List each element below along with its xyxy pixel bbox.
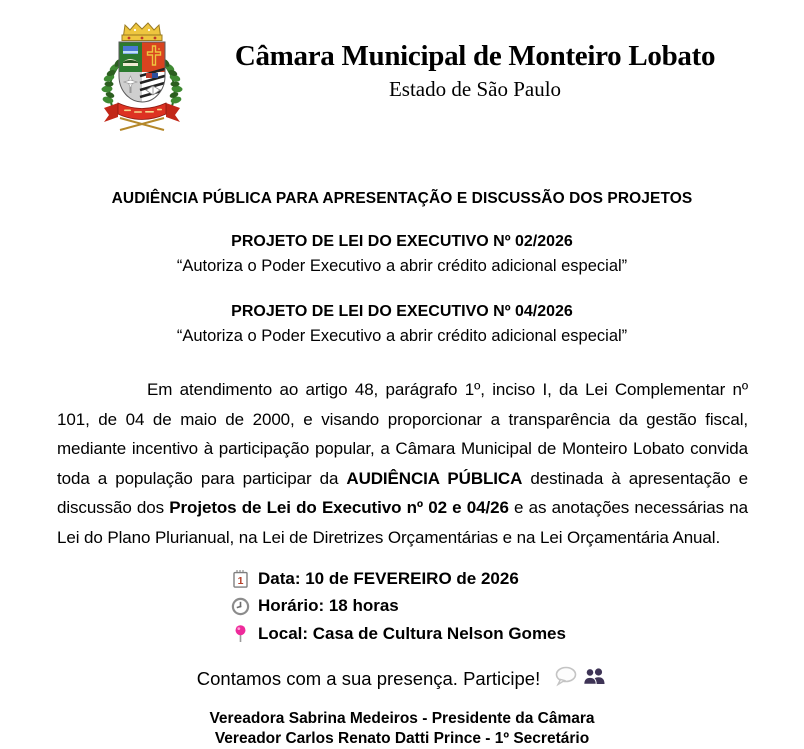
detail-time-text: Horário: 18 horas	[258, 596, 399, 616]
project-02-block	[0, 233, 804, 276]
coat-of-arms	[92, 18, 192, 138]
project-02-title: PROJETO DE LEI DO EXECUTIVO Nº 02/2026	[231, 233, 573, 250]
paragraph-seg5: e as anotações necessárias na Lei do Plano Plurianual, na Lei de Diretrizes Orçamentárias e na Lei Orçamentária Anual.	[57, 498, 748, 547]
page-title: Câmara Municipal de Monteiro Lobato	[234, 40, 716, 72]
page-subtitle: Estado de São Paulo	[388, 77, 562, 101]
calendar-icon	[230, 569, 250, 589]
signature-block	[0, 709, 804, 749]
detail-row-date	[230, 565, 804, 593]
detail-row-location	[230, 620, 804, 648]
speech-bubble-icon	[554, 666, 578, 692]
coat-of-arms-icon	[92, 18, 192, 138]
audiencia-heading: AUDIÊNCIA PÚBLICA PARA APRESENTAÇÃO E DISCUSSÃO DOS PROJETOS	[111, 190, 693, 207]
svg-text:1: 1	[237, 574, 243, 587]
detail-row-time	[230, 593, 804, 621]
paragraph-seg1: Em atendimento ao artigo 48, parágrafo 1º, inciso I, da Lei Complementar nº 101, de 04 de maio de 2000, e visando proporcionar a transparência da gestão fiscal, mediante incentivo à participação popular, a Câmara Municipal de Monteiro Lobato convida toda a população para participar da	[57, 380, 748, 488]
motto-ribbon	[104, 103, 180, 122]
detail-location-text: Local: Casa de Cultura Nelson Gomes	[258, 623, 566, 643]
project-02-subtitle: “Autoriza o Poder Executivo a abrir crédito adicional especial”	[176, 257, 628, 275]
paragraph-projetos-bold: Projetos de Lei do Executivo nº 02 e 04/26	[169, 498, 509, 517]
detail-date-text: Data: 10 de FEVEREIRO de 2026	[258, 568, 519, 588]
cta-line	[0, 666, 804, 692]
clock-icon	[230, 596, 250, 616]
cta-text: Contamos com a sua presença. Participe!	[196, 667, 541, 689]
header	[0, 0, 804, 138]
project-04-block	[0, 303, 804, 346]
signature-president: Vereadora Sabrina Medeiros - Presidente da Câmara	[209, 709, 595, 727]
pin-icon	[230, 624, 250, 644]
mural-crown	[122, 23, 162, 41]
paragraph-audiencia-bold: AUDIÊNCIA PÚBLICA	[346, 468, 523, 488]
event-details	[230, 565, 804, 648]
paragraph-seg3: destinada à apresentação e discussão dos	[57, 468, 749, 517]
project-04-subtitle: “Autoriza o Poder Executivo a abrir crédito adicional especial”	[176, 327, 628, 345]
header-text	[192, 18, 804, 102]
body-paragraph	[57, 375, 748, 552]
signature-secretary: Vereador Carlos Renato Datti Prince - 1º Secretário	[214, 729, 590, 747]
project-04-title: PROJETO DE LEI DO EXECUTIVO Nº 04/2026	[231, 303, 573, 320]
people-icon	[582, 667, 607, 691]
